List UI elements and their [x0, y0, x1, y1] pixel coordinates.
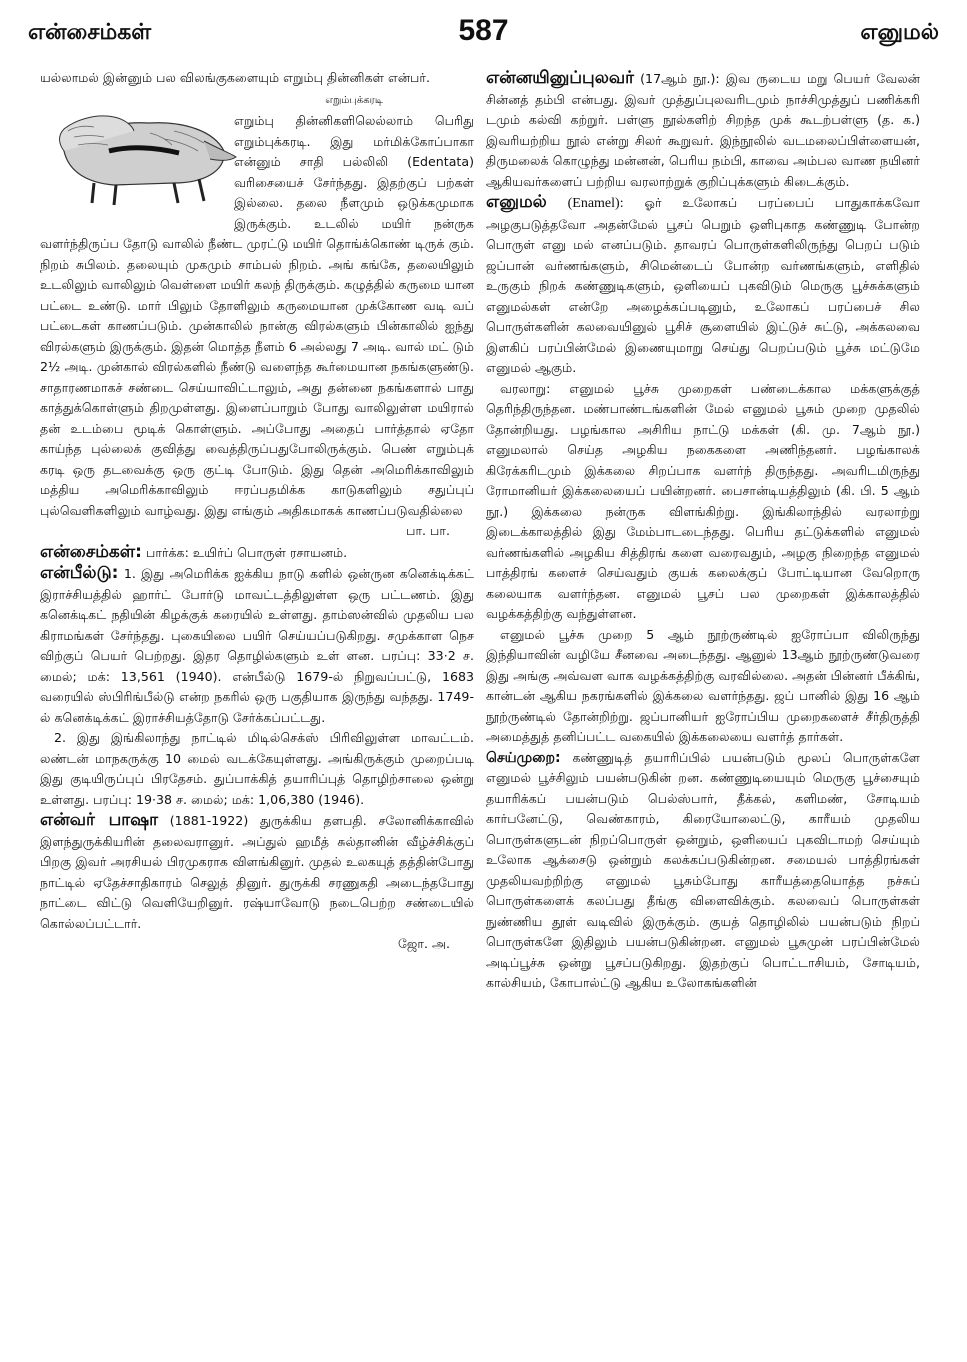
entry-enfield-2: 2. இது இங்கிலாந்து நாட்டில் மிடில்செக்ஸ் பிரிவிலுள்ள மாவட்டம். லண்டன் மாநகருக்கு 10 மைல் வடக்கேயுள்ளது. அங்கிருக்கும் முறைப்படி இது குடியிருப்புப் பிரதேசம். துப்பாக்கித் தயாரிப்புத் தொழிற்சாலை ஒன்று உள்ளது. பரப்பு: 19·38 ச. மைல்; மக்: 1,06,380 (1946).: [40, 730, 474, 807]
entry-title: என்வர் பாஷா: [40, 810, 159, 830]
history-paragraph: வரலாறு: எனுமல் பூச்சு முறைகள் பண்டைக்கால மக்களுக்குத் தெரிந்திருந்தன. மண்பாண்டங்களின் மேல் எனுமல் பூசும் முறை முதலில் தோன்றியது. பழங்கால அசிரிய நாட்டு மக்கள் (கி. மு. 7ஆம் நூ.) எனுமலால் செய்த அழகிய நகைகளை அணிந்தனர். பழங்காலக் கிரேக்கரிடமும் இக்கலை சிறப்பாக வளர்ந் திருந்தது. அவரிடமிருந்து ரோமானியர் இக்கலையைப் பயின்றனர். பைசான்டியத்திலும் (கி. பி. 5 ஆம் நூ.) இக்கலை நன்ருக விளங்கிற்று. இங்கிலாந்தில் வரலாற்று இடைக்காலத்தில் இது மேம்பாடடைந்தது. பெரிய தட்டுக்களில் எனுமல் வர்ணங்களில் அழகிய சித்திரங் களை வரைவதும், அழகு நிறைந்த எனுமல் பாத்திரங் களைச் செய்வதும் குயக் கலைக்குப் போட்டியான வேறொரு கலையாக வளர்ந்தன. எனுமல் பூசப் பல முறைகள் இக்காலத்தில் வழக்கத்திற்கு வந்துள்ளன.: [486, 380, 920, 621]
entry-title: என்பீல்டு:: [40, 563, 119, 583]
entry-text: ஓர் உலோகப் பரப்பைப் பாதுகாக்கவோ அழகுபடுத்தவோ அதன்மேல் பூசப் பெறும் ஒளிபுகாத கண்ணுடி போன்ற பொருள் எனு மல் எனப்படும். தாவரப் பொருள்களிலிருந்து பெறப் படும் ஜப்பான் வர்ணங்களும், சிமென்டைப் போன்ற வர்ணங்களும், எளிதில் உருகும் நிறக் கண்ணுடிகளும், ஒளியைப் புகவிடும் மெருகு பூச்சுக்களும் எனுமல்கள் என்றே அழைக்கப்படினும், உலோகப் பரப்பைச் சில பொருள்களின் கலவையினுல் பூசிச் சூளையில் இட்டுச் சுட்டு, அக்கலவை இளகிப் பரப்பின்மேல் இணையுமாறு செய்து பெறப்படும் பூச்சு மட்டுமே எனுமல் ஆகும்.: [486, 195, 920, 375]
anteater-text: எறும்பு தின்னிகளிலெல்லாம் பெரிது எறும்புக்கரடி. இது மர்மிக்கோப்பாகா என்னும் சாதி பல்லிலி (Edentata) வரிசையைச் சேர்ந்தது. இதற்குப் பற்கள் இல்லை. தலை நீளமும் ஒடுக்கமுமாக இருக்கும். உடலில் மயிர் நன்ருக வளர்ந்திருப்ப தோடு வாலில் நீண்ட முரட்டு மயிர் தொங்க்கொண் டிருக் கும். நிறம் சுபிலம். தலையும் முகமும் சாம்பல் நிறம். அங் கங்கே, தலையிலும் உடலிலும் வாலிலும் வெள்ளை மயிர் கலந் திருக்கும். கழுத்தில் கருமை யான பட்டை உண்டு. மார் பிலும் தோளிலும் கருமையான முக்கோண வடி வப் பட்டைகள் காணப்படும். முன்காலில் நான்கு விரல்களும் பின்காலில் ஐந்து விரல்களும் இருக்கும். இதன் மொத்த நீளம் 6 அல்லது 7 அடி. வால் மட் டும் 2½ அடி. முன்கால் விரல்களில் நீண்டு வளைந்த கூர்மையான நகங்களுண்டு. சாதாரணமாகச் சண்டை செய்யாவிட்டாலும், அது தன்னை நகங்களால் பாது காத்துக்கொள்ளும் திறமுள்ளது. இளைப்பாறும் போது வாலிலுள்ள மயிரால் தன் உடம்பை மூடிக் கொள்ளும். அப்போது அதைப் பார்த்தால் ஏதோ காய்ந்த புல்லைக் குவித்து வைத்திருப்பதுபோலிருக்கும். பெண் எறும்புக் கரடி ஒரு தடவைக்கு ஒரு குட்டி போடும். இது தென் அமெரிக்காவிலும் மத்திய அமெரிக்காவிலும் ஈரப்பதமிக்க காடுகளிலும் சதுப்புப் புல்வெளிகளிலும் வாழ்வது. இது எங்கும் அதிகமாகக் காணப்படுவதில்லை: [40, 113, 474, 518]
entry-enamel: [486, 192, 920, 379]
entry-title: என்னயினுப்புலவர்: [486, 68, 634, 88]
entry-enfield: [40, 563, 474, 728]
entry-title: எனுமல்: [486, 192, 547, 212]
entry-text: பார்க்க: உயிர்ப் பொருள் ரசாயனம்.: [145, 544, 348, 560]
method-paragraph: [486, 748, 920, 994]
anteater-figure: [40, 91, 224, 216]
entry-enver-pasha: [40, 810, 474, 934]
page-number: 587: [458, 14, 509, 47]
entry-poet: [486, 68, 920, 192]
figure-caption: எறும்புக்கரடி: [325, 94, 383, 106]
right-column: [486, 68, 920, 1352]
page-header: [28, 14, 939, 54]
author-signature: ஜோ. அ.: [397, 936, 450, 951]
entry-text: (1881-1922) துருக்கிய தளபதி. சலோனிக்காவில் இளந்துருக்கியரின் தலைவரானுர். அப்துல் ஹமீத் சுல்தானின் வீழ்ச்சிக்குப் பிறகு இவர் அரசியல் பிரமுகராக விளங்கினுர். முதல் உலகயுத் தத்தின்போது நாட்டில் ஏதேச்சாதிகாரம் செலுத் தினுர். துருக்கி சரணுகதி அடைந்தபோது நாட்டை விட்டு வெளியேறினுர். ரஷ்யாவோடு நடைபெற்ற சண்டையில் கொல்லப்பட்டார்.: [40, 813, 474, 931]
entry-enzymes: [40, 542, 474, 564]
left-column: [40, 68, 474, 1352]
entry-title: என்சைம்கள்:: [40, 541, 142, 562]
entry-latin-term: (Enamel):: [567, 196, 624, 211]
section-text: கண்ணுடித் தயாரிப்பில் பயன்படும் மூலப் பொருள்களே எனுமல் பூச்சிலும் பயன்படுகின் றன. கண்ணுடியையும் மெருகு பூச்சையும் தயாரிக்கப் பயன்படும் பெல்ஸ்பார், தீக்கல், களிமண், சோடியம் கார்பனேட்டு, வெண்காரம், கிரையோலைட்டு, காரீயம் முதலிய பொருள்களுடன் நிறப்பொருள் ஒன்றும், ஒளியைப் புகவிடாமற் செய்யும் உலோக ஆக்சைடு ஒன்றும் கலக்கப்படுகின்றன. சமையல் பாத்திரங்கள் முதலியவற்றிற்கு எனுமல் பூசும்போது காரீயத்தையொத்த நச்சுப் பொருள்களைக் கலப்பது தீங்கு விளைவிக்கும். கலவைப் பொருள்கள் நுண்ணிய தூள் வடிவில் இருக்கும். குயத் தொழிலில் பயன்படும் நிறப் பொருள்களே இதிலும் பயன்படுகின்றன. எனுமல் பூசுமுன் பரப்பின்மேல் அடிப்பூச்சு ஒன்று பூசப்படுகிறது. இதற்குப் பொட்டாசியம், சோடியம், கால்சியம், கோபால்ட்டு ஆகிய உலோகங்களின்: [486, 749, 920, 990]
entry-text: (17ஆம் நூ.): இவ ருடைய மறு பெயர் வேலன் சின்னத் தம்பி என்பது. இவர் முத்துப்புலவரிடமும் நாச்சிமுத்துப் பணிக்கரி டமும் கல்வி கற்றுர். பள்ளு நூல்களிற் சிறந்த முக் கூடற்பள்ளு (த. க.) இவரியற்றிய நூல் என்று சிலர் கூறுவர். இந்நூலில் வடமலைப்பிள்ளையன், திருமலைக் கொழுந்து மன்னன், பெரிய நம்பி, காவை அம்பல வாண நயினர் ஆகியவர்களைப் பற்றிய வரலாற்றுக் குறிப்புக்களும் கிடைக்கும்.: [486, 71, 920, 189]
paragraph: எனுமல் பூச்சு முறை 5 ஆம் நூற்ருண்டில் ஐரோப்பா விலிருந்து இந்தியாவின் வழியே சீனவை அடைந்தது. ஆனுல் 13ஆம் நூற்ருண்டுவரை இது அங்கு அவ்வள வாக வழக்கத்திற்கு வரவில்லை. அதன் பின்னர் பீக்கிங், கான்டன் ஆகிய நகரங்களில் இக்கலை வளர்ந்தது. ஜப் பானில் இது 16 ஆம் நூற்ருண்டில் தோன்றிற்று. ஜப்பானியர் ஐரோப்பிய முறைகளைச் சீர்திருத்தி அமைத்துத் தனிப்பட்ட வகையில் இக்கலையை வளர்த் தார்கள்.: [486, 626, 920, 744]
running-head-right: எனுமல்: [860, 20, 939, 45]
anteater-illustration: [54, 91, 238, 209]
section-heading: செய்முறை:: [486, 749, 561, 766]
author-signature: பா. பா.: [406, 523, 450, 538]
paragraph: யல்லாமல் இன்னும் பல விலங்குகளையும் எறும்பு தின்னிகள் என்பர்.: [40, 70, 430, 85]
entry-text: 1. இது அமெரிக்க ஐக்கிய நாடு களில் ஒன்ருன கனெக்டிக்கட் இராச்சியத்தில் ஹார்ட் போர்டு மாவட்டத்திலுள்ள ஒரு பட்டணம். இது கனெக்டிகட் நதியின் கிழக்குக் கரையில் உள்ளது. தாம்ஸன்வில் முதலிய பல கிராமங்கள் சேர்ந்தது. புகையிலை பயிர் செய்யப்படுகிறது. சமுக்காள நெச விற்குப் பெயர் பெற்றது. இதர தொழில்களும் உள் ளன. பரப்பு: 33·2 ச. மைல்; மக்: 13,561 (1940). என்பீல்டு 1679-ல் நிறுவப்பட்டு, 1683 வரையில் ஸ்பிரிங்பீல்டு என்ற நகரில் ஒரு பகுதியாக இருந்து வந்தது. 1749-ல் கனெக்டிக்கட் இராச்சியத்தோடு சேர்க்கப்பட்டது.: [40, 566, 474, 725]
running-head-left: என்சைம்கள்: [28, 20, 152, 45]
